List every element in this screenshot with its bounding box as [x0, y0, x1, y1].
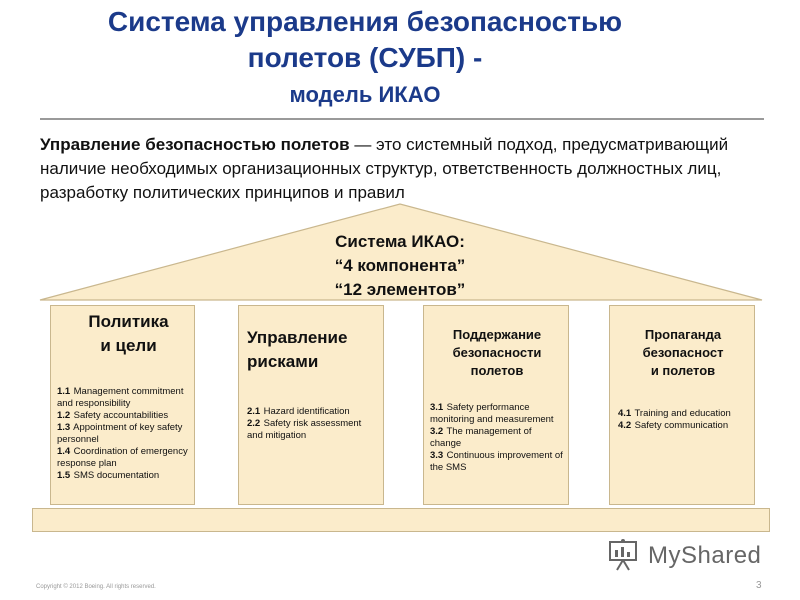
pillar-heading-line: безопасност	[642, 345, 724, 360]
element-item: 1.5 SMS documentation	[57, 470, 160, 481]
pillar-policy	[50, 305, 195, 505]
roof-label	[250, 230, 550, 302]
page-title-line-1: Система управления безопасностью	[107, 6, 623, 37]
pillar-heading-line: безопасности	[452, 345, 542, 360]
logo-text: MyShared	[648, 542, 762, 569]
element-item: 2.2 Safety risk assessment and mitigation	[247, 418, 362, 441]
intro-text: — это системный подход, предусматривающий наличие необходимых организационных структур, ответственность должностных лиц, разработку политических принципов и правил	[40, 135, 729, 202]
element-item: 3.1 Safety performance monitoring and measurement	[430, 402, 554, 425]
pillar-heading	[424, 326, 570, 380]
pillar-assurance	[423, 305, 569, 505]
element-item: 1.2 Safety accountabilities	[57, 410, 169, 421]
myshared-logo[interactable]	[606, 538, 766, 572]
pillar-heading-line: рисками	[247, 352, 319, 371]
element-item: 1.4 Coordination of emergency response plan	[57, 446, 188, 469]
foundation-bar	[32, 508, 770, 532]
element-list	[618, 408, 750, 432]
intro-term: Управление безопасностью полетов	[40, 135, 350, 154]
roof-line-3: “12 элементов”	[334, 280, 466, 299]
roof-line-1: Система ИКАО:	[335, 232, 465, 251]
pillar-promotion	[609, 305, 755, 505]
pillar-risk	[238, 305, 384, 505]
element-item: 4.2 Safety communication	[618, 420, 729, 431]
page-title-line-2: полетов (СУБП) -	[247, 42, 483, 73]
pillar-heading	[247, 326, 347, 374]
pillar-heading-line: Пропаганда	[644, 327, 722, 342]
pillar-heading-line: Политика	[88, 312, 169, 331]
element-list	[57, 386, 192, 482]
pillar-heading-line: Управление	[247, 328, 348, 347]
element-item: 1.3 Appointment of key safety personnel	[57, 422, 183, 445]
page-subtitle: модель ИКАО	[289, 82, 441, 107]
pillar-heading	[51, 310, 206, 358]
element-list	[247, 406, 379, 442]
presentation-board-icon	[606, 538, 644, 572]
element-item: 3.2 The management of change	[430, 426, 532, 449]
roof-line-2: “4 компонента”	[334, 256, 466, 275]
pillar-heading	[610, 326, 756, 380]
element-item: 1.1 Management commitment and responsibility	[57, 386, 184, 409]
element-item: 2.1 Hazard identification	[247, 406, 350, 417]
page-number: 3	[756, 580, 762, 591]
element-list	[430, 402, 564, 474]
copyright-text: Copyright © 2012 Boeing. All rights reserved.	[36, 584, 156, 590]
pillar-heading-line: Поддержание	[452, 327, 542, 342]
element-item: 4.1 Training and education	[618, 408, 731, 419]
pillar-heading-line: и цели	[100, 336, 157, 355]
element-item: 3.3 Continuous improvement of the SMS	[430, 450, 563, 473]
pillar-heading-line: полетов	[470, 363, 524, 378]
pillar-heading-line: и полетов	[650, 363, 716, 378]
